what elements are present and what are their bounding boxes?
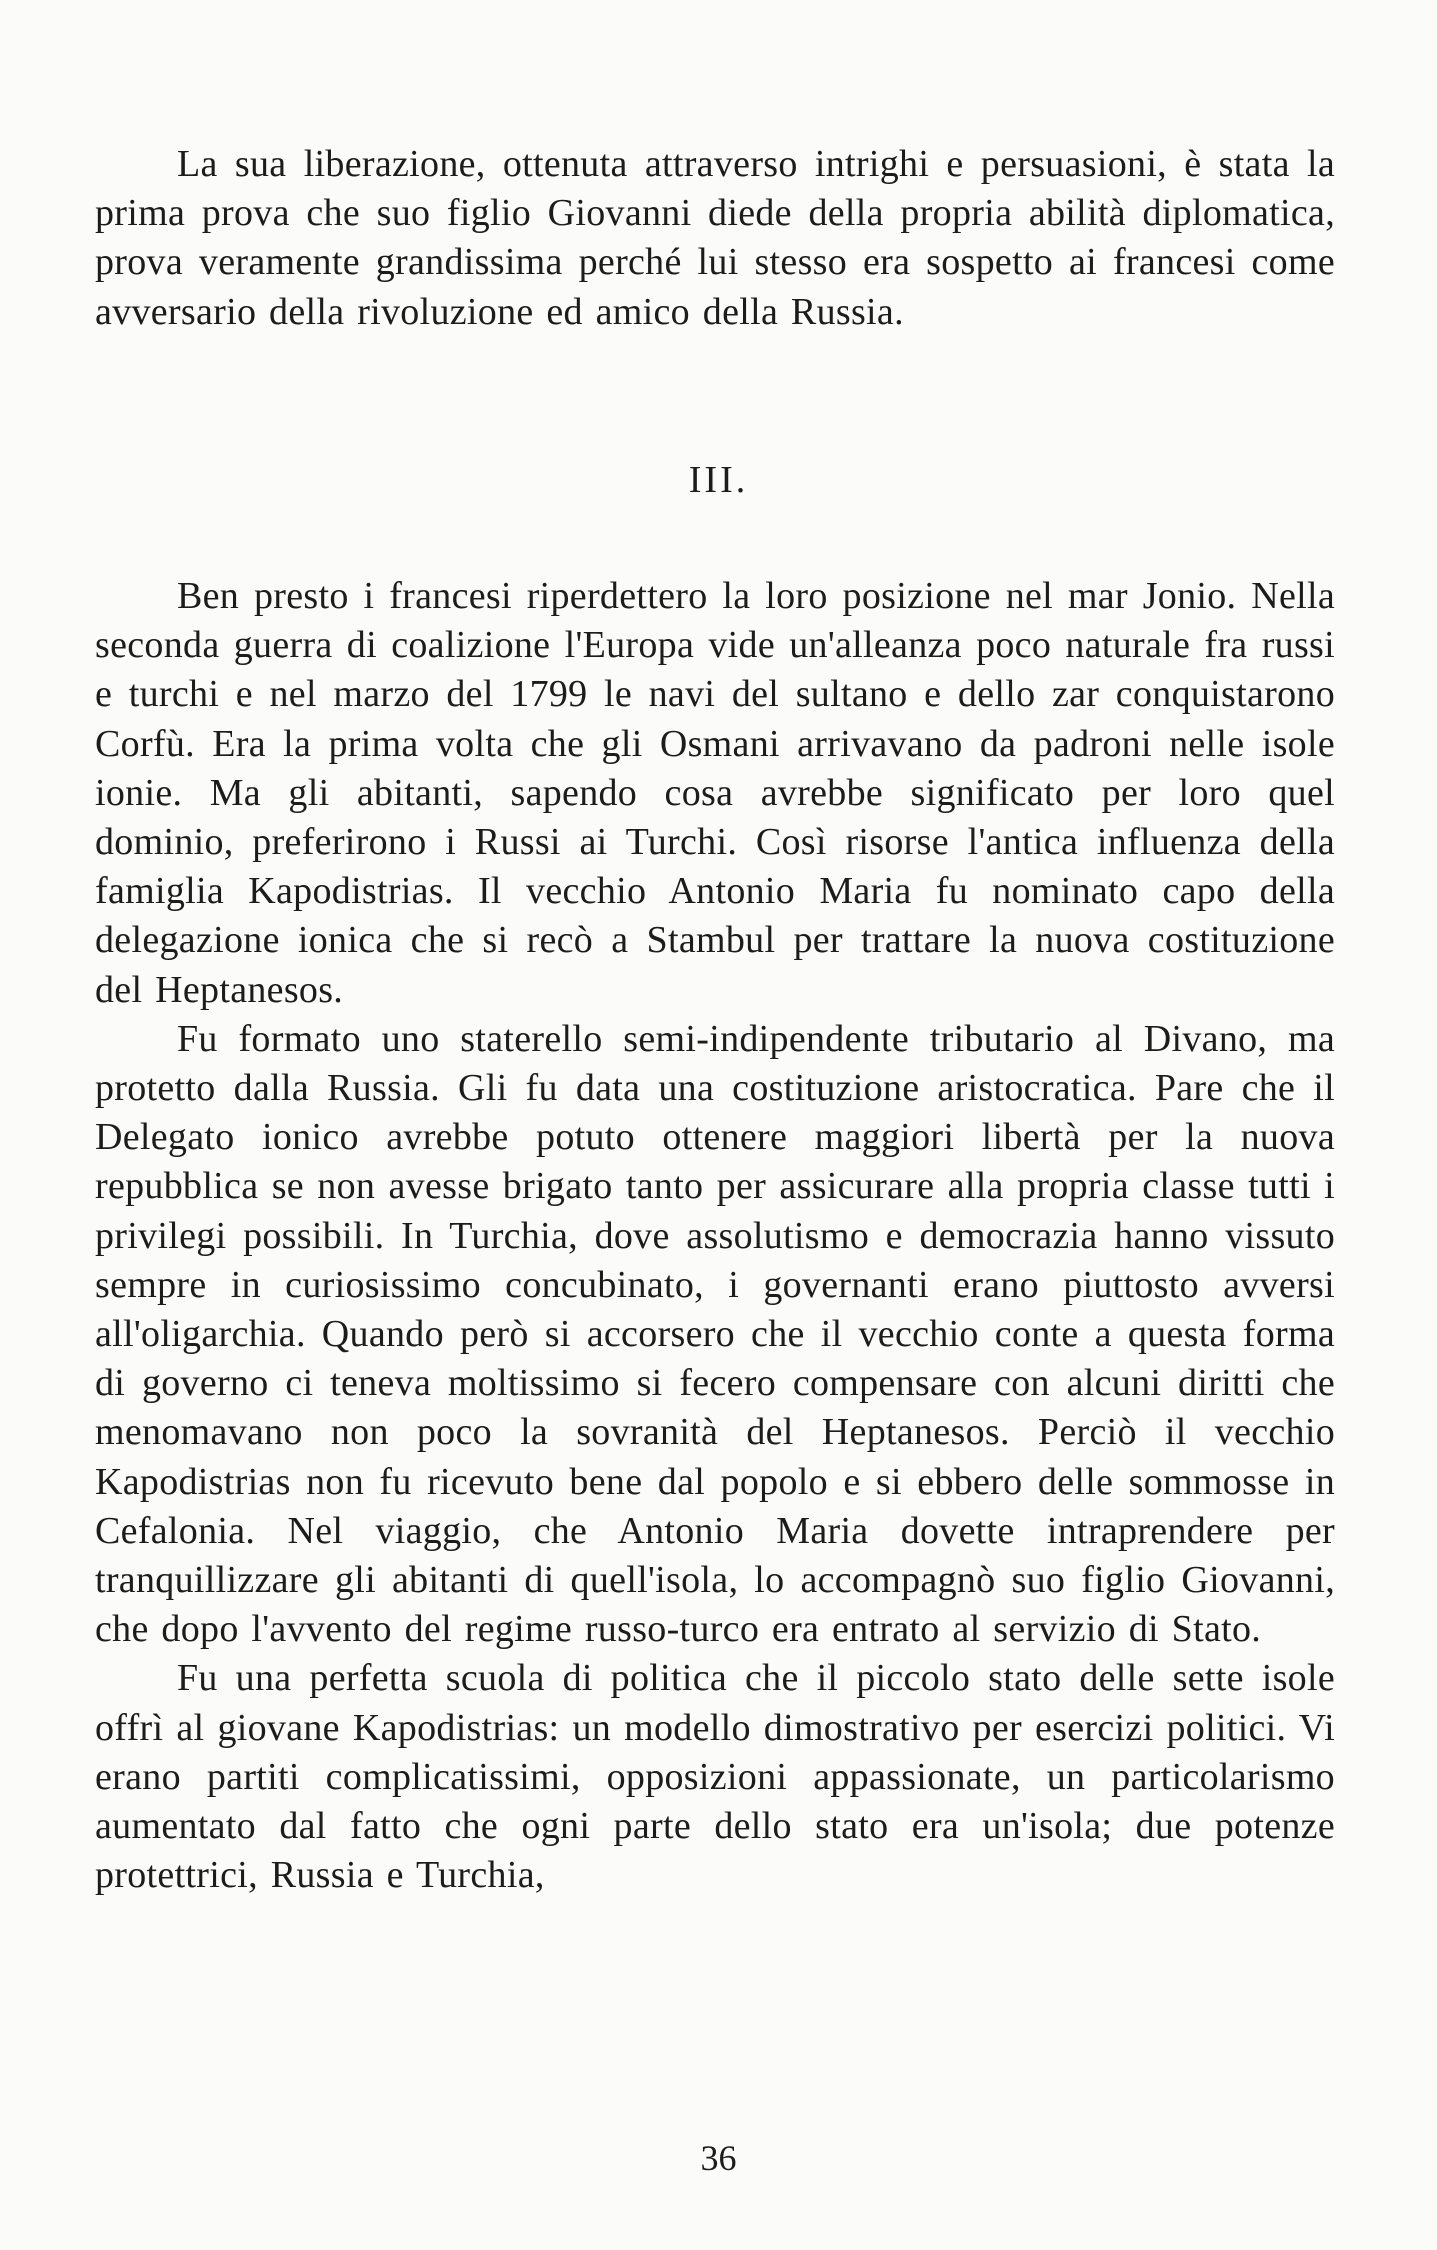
section-heading: III. <box>688 459 749 501</box>
paragraph: Fu formato uno staterello semi-indipendente tributario al Divano, ma protetto dalla Russia. Gli fu data una costituzione aristocratica. Pare che il Delegato ionico avrebbe potuto ottenere maggiori libertà per la nuova repubblica se non avesse brigato tanto per assicurare alla propria classe tutti i privilegi possibili. In Turchia, dove assolutismo e democrazia hanno vissuto sempre in curiosissimo concubinato, i governanti erano piuttosto avversi all'oligarchia. Quando però si accorsero che il vecchio conte a questa forma di governo ci teneva moltissimo si fecero compensare con alcuni diritti che menomavano non poco la sovranità del Heptanesos. Perciò il vecchio Kapodistrias non fu ricevuto bene dal popolo e si ebbero delle sommosse in Cefalonia. Nel viaggio, che Antonio Maria dovette intraprendere per tranquillizzare gli abitanti di quell'isola, lo accompagnò suo figlio Giovanni, che dopo l'avvento del regime russo-turco era entrato al servizio di Stato. <box>95 1017 1335 1651</box>
section-text-block <box>95 572 1335 1900</box>
intro-text-block <box>95 140 1335 337</box>
paragraph: Fu una perfetta scuola di politica che il piccolo stato delle sette isole offrì al giovane Kapodistrias: un modello dimostrativo per esercizi politici. Vi erano partiti complicatissimi, opposizioni appassionate, un particolarismo aumentato dal fatto che ogni parte dello stato era un'isola; due potenze protettrici, Russia e Turchia, <box>95 1657 1335 1897</box>
intro-paragraph: La sua liberazione, ottenuta attraverso intrighi e persuasioni, è stata la prima prova che suo figlio Giovanni diede della propria abilità diplomatica, prova veramente grandissima perché lui stesso era sospetto ai francesi come avversario della rivoluzione ed amico della Russia. <box>95 143 1335 333</box>
paragraph: Ben presto i francesi riperdettero la loro posizione nel mar Jonio. Nella seconda guerra di coalizione l'Europa vide un'alleanza poco naturale fra russi e turchi e nel marzo del 1799 le navi del sultano e dello zar conquistarono Corfù. Era la prima volta che gli Osmani arrivavano da padroni nelle isole ionie. Ma gli abitanti, sapendo cosa avrebbe significato per loro quel dominio, preferirono i Russi ai Turchi. Così risorse l'antica influenza della famiglia Kapodistrias. Il vecchio Antonio Maria fu nominato capo della delegazione ionica che si recò a Stambul per trattare la nuova costituzione del Heptanesos. <box>95 575 1335 1011</box>
page-number: 36 <box>700 2138 737 2178</box>
